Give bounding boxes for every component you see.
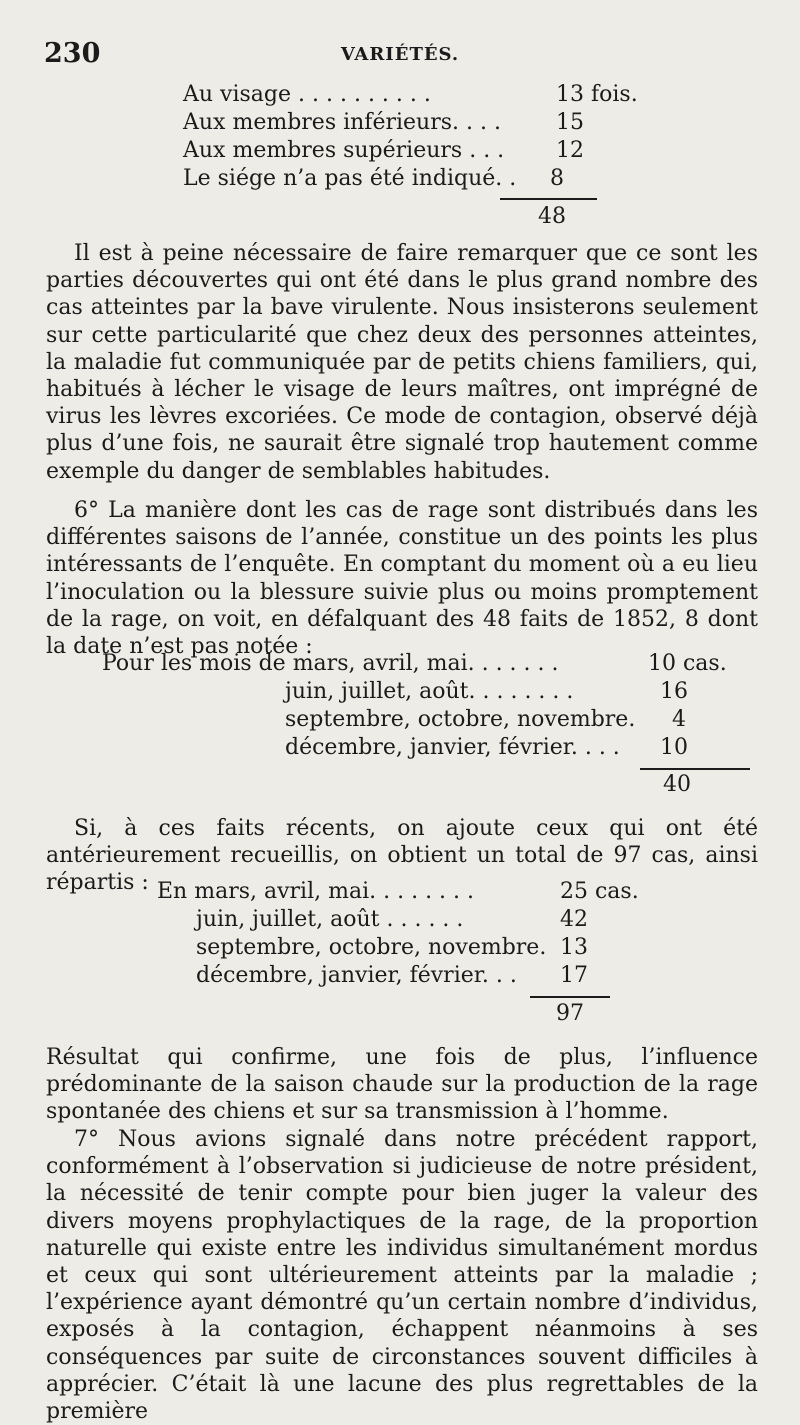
table-row-label: Aux membres supérieurs . . . <box>183 138 505 163</box>
table-row-label: décembre, janvier, février. . . . <box>285 735 620 760</box>
table-row-value: 25 cas. <box>560 879 639 904</box>
table-row-label: Pour les mois de mars, avril, mai. . . . . . . <box>102 651 559 676</box>
table-row-value: 4 <box>672 707 686 732</box>
table-row-value: 10 cas. <box>648 651 727 676</box>
table-row-value: 12 <box>556 138 584 163</box>
table-row-label: Aux membres inférieurs. . . . <box>183 110 501 135</box>
table-row-label: En mars, avril, mai. . . . . . . . <box>157 879 475 904</box>
table-row-label: Le siége n’a pas été indiqué. . <box>183 166 517 191</box>
table-total: 97 <box>556 1001 584 1026</box>
page-number: 230 <box>44 38 101 69</box>
table-row-value: 16 <box>660 679 688 704</box>
table-row-value: 42 <box>560 907 588 932</box>
table-row-value: 13 <box>560 935 588 960</box>
table-row-label: juin, juillet, août. . . . . . . . <box>285 679 574 704</box>
table-row-value: 15 <box>556 110 584 135</box>
table-row-value: 17 <box>560 963 588 988</box>
table-total: 40 <box>663 772 691 797</box>
table-row-label: septembre, octobre, novembre. <box>196 935 547 960</box>
table-row-value: 8 <box>550 166 564 191</box>
paragraph: 7° Nous avions signalé dans notre précédent rapport, conformément à l’observation si judicieuse de notre président, la nécessité de tenir compte pour bien juger la valeur des divers moyens prophylactiques de la rage, de la proportion naturelle qui existe entre les individus simultanément mordus et ceux qui sont ultérieurement atteints par la maladie ; l’expérience ayant démontré qu’un certain nombre d’individus, exposés à la contagion, échappent néanmoins à ses conséquences par suite de circonstances souvent difficiles à apprécier. C’était là une lacune des plus regrettables de la première <box>46 1127 758 1425</box>
table-row-label: juin, juillet, août . . . . . . <box>196 907 464 932</box>
page-header <box>44 38 756 78</box>
table-total: 48 <box>538 204 566 229</box>
table-row-label: septembre, octobre, novembre. <box>285 707 636 732</box>
sum-rule <box>530 996 610 998</box>
table-row-value: 13 fois. <box>556 82 638 107</box>
running-title: VARIÉTÉS. <box>340 44 460 65</box>
sum-rule <box>500 198 597 200</box>
table-row-value: 10 <box>660 735 688 760</box>
paragraph: Si, à ces faits récents, on ajoute ceux qui ont été antérieurement recueillis, on obtient un total de 97 cas, ainsi répartis : <box>46 816 758 896</box>
sum-rule <box>640 768 750 770</box>
table-row-label: décembre, janvier, février. . . <box>196 963 517 988</box>
paragraph: 6° La manière dont les cas de rage sont distribués dans les différentes saisons de l’année, constitue un des points les plus intéressants de l’enquête. En comptant du moment où a eu lieu l’inoculation ou la blessure suivie plus ou moins promptement de la rage, on voit, en défalquant des 48 faits de 1852, 8 dont la date n’est pas notée : <box>46 498 758 660</box>
table-row-label: Au visage . . . . . . . . . . <box>183 82 431 107</box>
paragraph: Résultat qui confirme, une fois de plus, l’influence prédominante de la saison chaude sur la production de la rage spontanée des chiens et sur sa transmission à l’homme. <box>46 1045 758 1125</box>
paragraph: Il est à peine nécessaire de faire remarquer que ce sont les parties découvertes qui ont été dans le plus grand nombre des cas atteintes par la bave virulente. Nous insisterons seulement sur cette particularité que chez deux des personnes atteintes, la maladie fut communiquée par de petits chiens familiers, qui, habitués à lécher le visage de leurs maîtres, ont imprégné de virus les lèvres excoriées. Ce mode de contagion, observé déjà plus d’une fois, ne saurait être signalé trop hautement comme exemple du danger de semblables habitudes. <box>46 241 758 484</box>
